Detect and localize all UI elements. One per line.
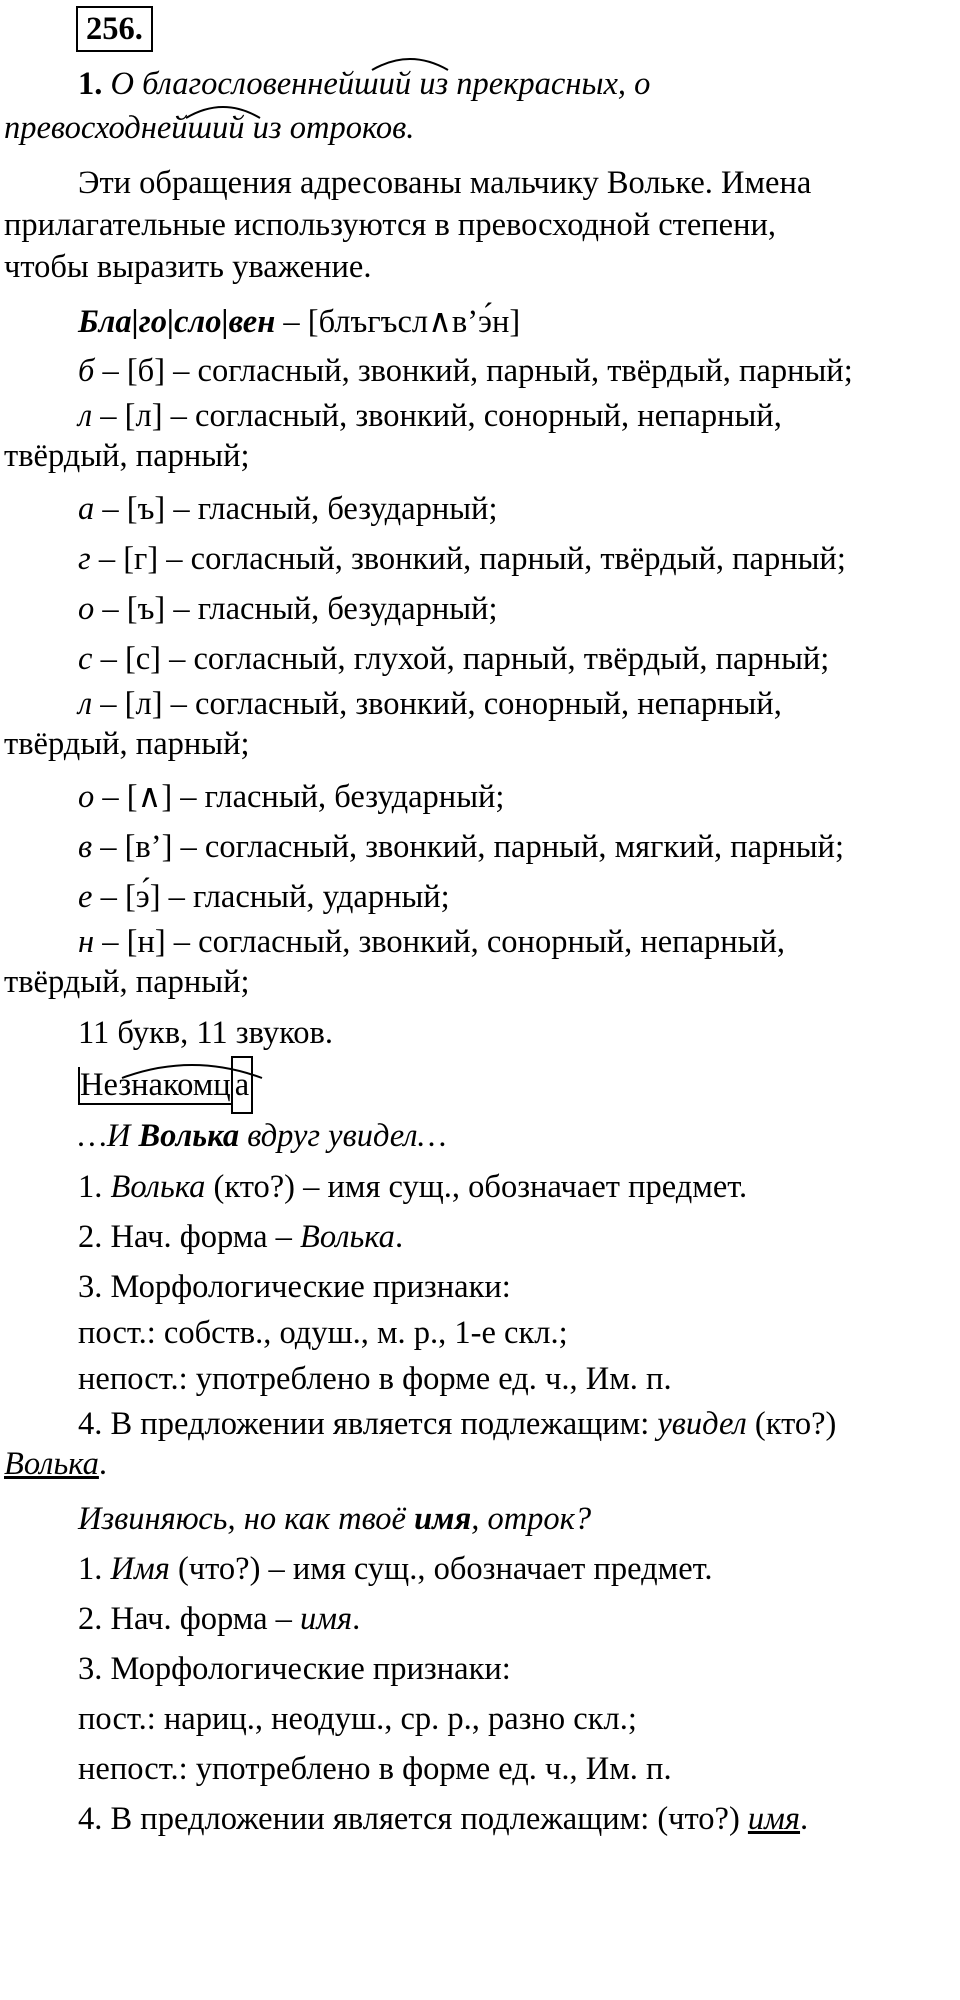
sentence-line-2 [4,106,948,162]
analysis-point-1 [4,1162,948,1212]
analysis-point-4 [4,1794,948,1844]
constant-features [4,1694,948,1744]
sentence-text-cont: превосходнейший из отроков. [4,110,415,146]
phonetic-row [4,634,948,684]
initial-form: Волька [300,1219,395,1255]
morphological-analysis-2 [4,1494,948,1844]
word-ending: а [234,1067,250,1103]
analysis-point-4-cont [4,1444,948,1494]
sentence-text: О благословеннейший из прекрасных, о [102,66,651,102]
phonetic-row [4,396,948,436]
morpheme-word [78,1056,253,1114]
sound-description: – [ъ] – гласный, безударный; [94,591,498,627]
punctuation: . [800,1801,809,1837]
sound-description: – [н] – согласный, звонкий, сонорный, непарный, [94,924,785,960]
phonetic-analysis [4,346,948,1010]
task-number-box: 256. [76,6,153,52]
phonetic-row [4,684,948,724]
letter: л [78,686,93,722]
morphological-analysis-1 [4,1110,948,1494]
letter: в [78,829,93,865]
section-number: 1. [78,66,103,102]
sound-description: – [ъ] – гласный, безударный; [94,491,498,527]
point-text: пост.: собств., одуш., м. р., 1-е скл.; [78,1315,568,1351]
word-syllables: Бла|го|сло|вен [78,304,276,340]
variable-features [4,1744,948,1794]
point-text: (что?) – имя сущ., обозначает предмет. [169,1551,713,1587]
phonetic-row [4,822,948,872]
letter: а [78,491,95,527]
point-text: пост.: нариц., неодуш., ср. р., разно скл.; [78,1701,637,1737]
quote-text: …И [78,1118,139,1154]
analysis-point-2 [4,1594,948,1644]
quote-text: вдруг увидел… [239,1118,447,1154]
phonetic-row-cont [4,436,948,484]
phonetic-row-cont [4,724,948,772]
point-text: 2. Нач. форма – [78,1601,301,1637]
analysis-point-4 [4,1404,948,1444]
explanation-text: прилагательные используются в превосходной степени, [4,207,776,243]
phonetic-row [4,534,948,584]
sound-description: – [г] – согласный, звонкий, парный, твёрдый, парный; [90,541,846,577]
analysis-point-1 [4,1544,948,1594]
explanation-line-3 [4,246,948,298]
point-text: (кто?) [746,1406,837,1442]
letter: н [78,924,95,960]
sound-description-cont: твёрдый, парный; [4,964,250,1000]
point-number: 1. [78,1551,111,1587]
dash: – [275,304,308,340]
punctuation: . [352,1601,361,1637]
constant-features [4,1312,948,1354]
sentence-line-1 [4,62,948,106]
phonetic-row [4,922,948,962]
sound-description: – [∧] – гласный, безударный; [94,779,505,815]
subject-word: имя [747,1801,801,1837]
analysis-point-2 [4,1212,948,1262]
point-text: непост.: употреблено в форме ед. ч., Им. п. [78,1361,672,1397]
stem-bracket [78,1067,231,1105]
explanation-line-1 [4,162,948,204]
letter: е [78,879,93,915]
point-text: 2. Нач. форма – [78,1219,301,1255]
task-header [4,0,948,62]
ending-box [231,1056,253,1114]
word-syllables-line [4,298,948,346]
analyzed-word: имя [414,1501,472,1537]
word-stem: Незнакомц [80,1067,231,1103]
variable-features [4,1354,948,1404]
sound-description: – [с] – согласный, глухой, парный, твёрдый, парный; [92,641,830,677]
initial-form: имя [300,1601,353,1637]
letter: г [78,541,91,577]
point-text: 4. В предложении является подлежащим: [78,1406,658,1442]
analysis-point-3 [4,1262,948,1312]
point-text: 4. В предложении является подлежащим: (что?) [78,1801,748,1837]
quote-line [4,1110,948,1162]
point-text: (кто?) – имя сущ., обозначает предмет. [205,1169,748,1205]
explanation-text: чтобы выразить уважение. [4,249,372,285]
quote-text: , отрок? [471,1501,592,1537]
punctuation: . [98,1446,108,1482]
analyzed-word: Имя [110,1551,170,1587]
sound-description-cont: твёрдый, парный; [4,726,250,762]
explanation-line-2 [4,204,948,246]
letter: л [78,398,93,434]
explanation-text: Эти обращения адресованы мальчику Вольке. Имена [78,165,812,201]
letter: с [78,641,93,677]
quote-text: Извиняюсь, но как твоё [78,1501,415,1537]
sound-description: – [б] – согласный, звонкий, парный, твёрдый, парный; [94,353,853,389]
phonetic-row [4,872,948,922]
predicate-word: увидел [657,1406,747,1442]
analyzed-word: Волька [138,1118,240,1154]
point-number: 1. [78,1169,111,1205]
quote-line [4,1494,948,1544]
letter: о [78,591,95,627]
point-text: непост.: употреблено в форме ед. ч., Им. п. [78,1751,672,1787]
analyzed-word: Волька [110,1169,206,1205]
sound-description-cont: твёрдый, парный; [4,438,250,474]
subject-word: Волька [4,1446,99,1482]
phonetic-row [4,346,948,396]
sound-description: – [л] – согласный, звонкий, сонорный, непарный, [92,398,782,434]
sound-description: – [л] – согласный, звонкий, сонорный, непарный, [92,686,782,722]
morpheme-word-line [4,1056,948,1110]
suffix-arc-1 [370,52,450,72]
count-text: 11 букв, 11 звуков. [78,1015,333,1051]
letter: б [78,353,95,389]
sound-description: – [в’] – согласный, звонкий, парный, мягкий, парный; [92,829,844,865]
phonetic-row [4,772,948,822]
point-text: 3. Морфологические признаки: [78,1651,511,1687]
analysis-point-3 [4,1644,948,1694]
sound-description: – [э́] – гласный, ударный; [92,879,450,915]
letter-sound-count [4,1010,948,1056]
letter: о [78,779,95,815]
punctuation: . [394,1219,404,1255]
suffix-arc-2 [184,100,262,120]
word-transcription: [блъгъсл∧в’э́н] [307,304,521,340]
point-text: 3. Морфологические признаки: [78,1269,511,1305]
phonetic-row-cont [4,962,948,1010]
phonetic-row [4,584,948,634]
phonetic-row [4,484,948,534]
